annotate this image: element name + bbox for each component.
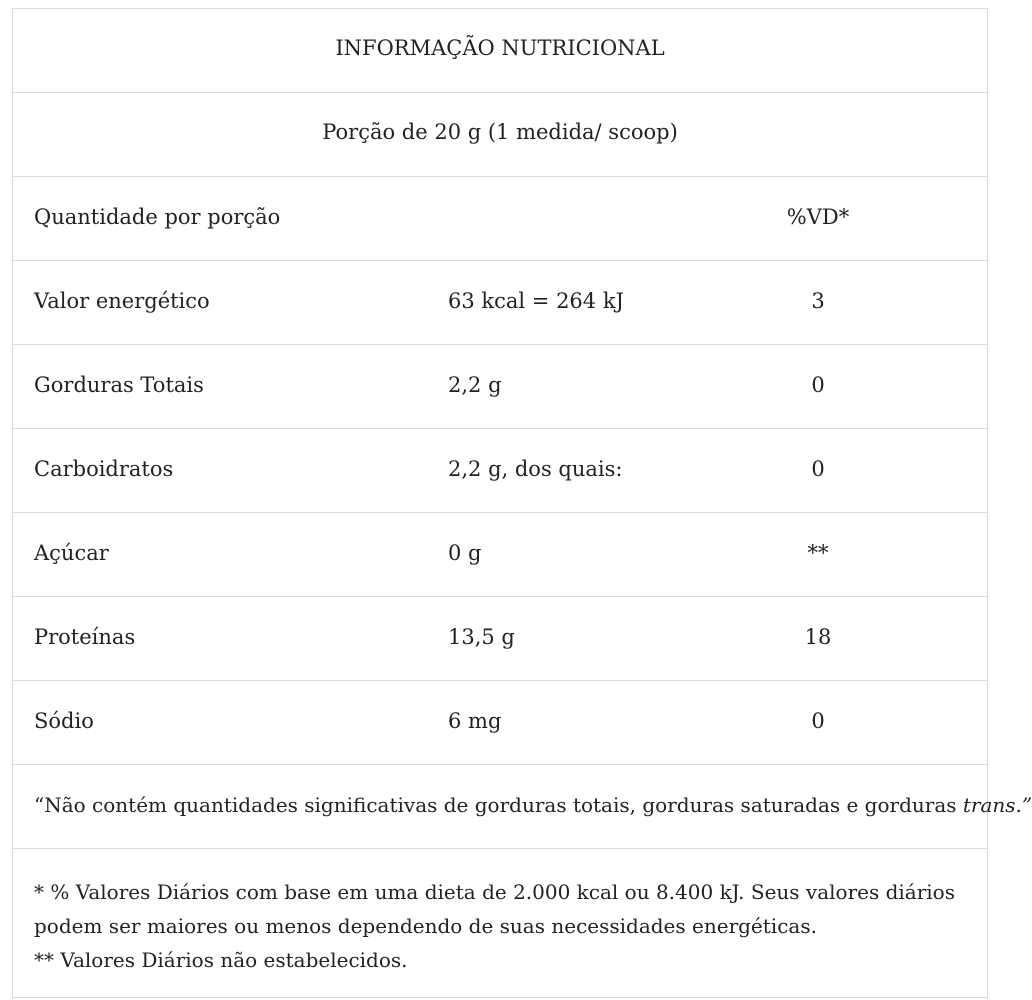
table-row [13,429,987,513]
nutrient-amount: 13,5 g [448,625,515,649]
dv-header: %VD* [786,205,850,229]
trans-fat-note [34,793,1032,817]
nutrient-amount: 6 mg [448,709,502,733]
table-row [13,513,987,597]
note-row [13,765,1032,849]
table-row [13,597,987,681]
nutrient-name: Proteínas [34,625,136,649]
daily-values-footnote: * % Valores Diários com base em uma dieta de 2.000 kcal ou 8.400 kJ. Seus valores diários podem ser maiores ou menos dependendo de suas necessidades energéticas. [34,880,955,938]
nutrient-name: Gorduras Totais [34,373,204,397]
table-row [13,681,987,765]
nutrient-name: Açúcar [34,541,109,565]
note-italic: trans.” [962,793,1032,817]
nutrient-name: Sódio [34,709,94,733]
header-row [13,177,987,261]
title-row [13,9,987,93]
nutrient-dv: 0 [811,457,825,481]
nutrition-table [12,8,1032,998]
nutrient-name: Carboidratos [34,457,174,481]
nutrient-dv: 18 [804,625,832,649]
serving-row [13,93,987,177]
nutrient-dv: 0 [811,709,825,733]
table-row [13,261,987,345]
nutrient-name: Valor energético [34,289,210,313]
nutrient-dv: ** [807,541,829,565]
serving-size: Porção de 20 g (1 medida/ scoop) [322,120,678,144]
footnotes-row [13,849,987,997]
nutrient-amount: 63 kcal = 264 kJ [448,289,624,313]
nutrient-dv: 3 [811,289,825,313]
table-title: INFORMAÇÃO NUTRICIONAL [335,36,665,60]
nutrient-dv: 0 [811,373,825,397]
nutrient-amount: 0 g [448,541,482,565]
note-text: “Não contém quantidades significativas de gorduras totais, gorduras saturadas e gorduras [34,793,963,817]
quantity-header: Quantidade por porção [34,205,281,229]
nutrient-amount: 2,2 g, dos quais: [448,457,623,481]
not-established-footnote: ** Valores Diários não estabelecidos. [34,948,408,972]
nutrient-amount: 2,2 g [448,373,502,397]
table-row [13,345,987,429]
